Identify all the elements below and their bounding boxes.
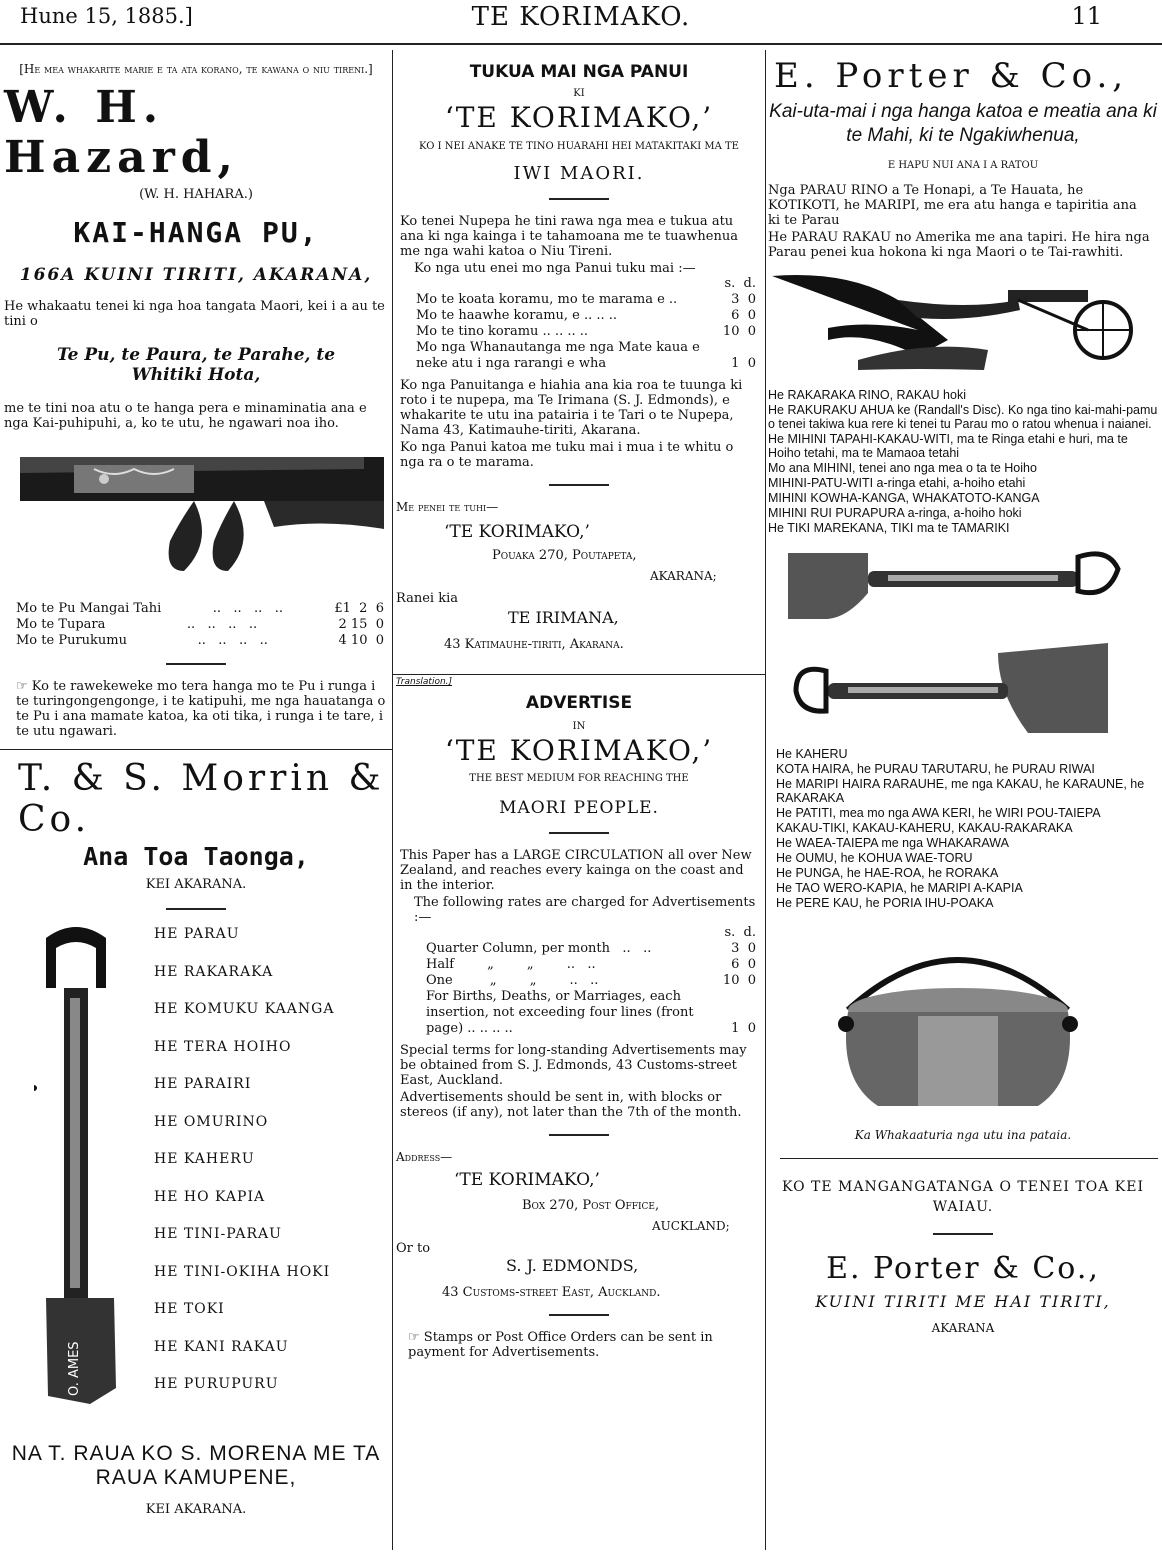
porter-footer-name: E. Porter & Co.,	[826, 1251, 1100, 1286]
rate-row: One „ „ .. .. 10 0	[426, 973, 756, 988]
english-or-to: Or to	[396, 1241, 431, 1256]
divider	[549, 1134, 609, 1136]
english-stamps-note: ☞ Stamps or Post Office Orders can be sent in payment for Advertisements.	[408, 1330, 713, 1360]
hazard-name: W. H. Hazard,	[4, 82, 239, 183]
page-number: 11	[1071, 2, 1102, 30]
list-item: HE KOMUKU KAANGA	[154, 1001, 335, 1017]
list-item: He PERE KAU, he PORIA IHU-POAKA	[776, 896, 994, 910]
english-address-label: Address—	[396, 1150, 453, 1164]
newspaper-title: TE KORIMAKO.	[471, 2, 691, 32]
section-rule	[0, 749, 392, 750]
page-header	[0, 0, 1162, 44]
porter-tagline: Kai-uta-mai i nga hanga katoa e meatia ana ki te Mahi, ki te Ngakiwhenua,	[769, 101, 1157, 146]
section-rule	[392, 674, 766, 675]
divider	[166, 663, 226, 665]
english-address-4: S. J. EDMONDS,	[506, 1256, 639, 1275]
spade-brand: O. AMES	[67, 1341, 82, 1396]
hazard-alias: (W. H. HAHARA.)	[139, 187, 253, 202]
rate-row: Mo te koata koramu, mo te marama e .. 3 0	[416, 292, 756, 307]
list-item: HE TERA HOIHO	[154, 1038, 292, 1055]
english-rates-table	[426, 925, 756, 1037]
shotgun-illustration	[4, 449, 384, 589]
list-item: HE KANI RAKAU	[154, 1338, 289, 1355]
cooking-pot-illustration	[768, 920, 1148, 1120]
english-people: MAORI PEOPLE.	[499, 798, 659, 818]
list-item: HE RAKARAKA	[154, 963, 274, 980]
price-row: Mo te Purukumu .. .. .. .. 4 10 0	[16, 633, 384, 648]
morrin-items-block	[4, 916, 388, 1456]
list-item: HE OMURINO	[154, 1113, 269, 1130]
maori-subheading: KO I NEI ANAKE TE TINO HUARAHI HEI MATAKITAKI MA TE	[419, 141, 739, 152]
list-item: MIHINI RUI PURAPURA a-ringa, a-hoiho hoki	[768, 506, 1022, 520]
section-rule	[780, 1158, 1158, 1159]
maori-address-1: ‘TE KORIMAKO,’	[444, 522, 590, 542]
hazard-address: 166A KUINI TIRITI, AKARANA,	[19, 265, 373, 285]
list-item: Mo ana MIHINI, tenei ano nga mea o ta te Hoiho	[768, 461, 1037, 475]
list-item: He WAEA-TAIEPA me nga WHAKARAWA	[776, 836, 1009, 850]
porter-location-note: KO TE MANGANGATANGA O TENEI TOA KEI WAIAU.	[782, 1179, 1144, 1215]
english-body-3: Advertisements should be sent in, with blocks or stereos (if any), not later than the 7th of the month.	[400, 1090, 742, 1120]
list-item: KOTA HAIRA, he PURAU TARUTARU, he PURAU RIWAI	[776, 762, 1095, 776]
divider	[549, 1314, 609, 1316]
maori-address-5: 43 Katimauhe-tiriti, Akarana.	[444, 637, 624, 652]
translation-label: Translation.]	[396, 677, 453, 687]
list-item: He MARIPI HAIRA RARAUHE, me nga KAKAU, he KARAUNE, he RAKARAKA	[776, 777, 1145, 805]
maori-address-2: Pouaka 270, Poutapeta,	[492, 548, 637, 563]
english-heading: ADVERTISE	[525, 693, 633, 713]
price-row: Mo te Tupara .. .. .. .. 2 15 0	[16, 617, 384, 632]
list-item: He RAKURAKU AHUA ke (Randall's Disc). Ko nga tino kai-mahi-pamu o tenei takiwa kua rere ki tenei tu Parau mo o ratou whenua i naianei.	[768, 403, 1158, 431]
rate-row: Half „ „ .. .. 6 0	[426, 957, 756, 972]
english-address-5: 43 Customs-street East, Auckland.	[442, 1285, 661, 1300]
maori-address-4: TE IRIMANA,	[508, 608, 619, 627]
list-item: He OUMU, he KOHUA WAE-TORU	[776, 851, 973, 865]
divider	[549, 832, 609, 834]
english-paper-name: ‘TE KORIMAKO,’	[444, 734, 714, 767]
column-divider	[392, 50, 393, 1550]
rate-row: Mo nga Whanautanga me nga Mate kaua e neke atu i nga rarangi e wha 1 0	[416, 340, 756, 371]
english-subheading: THE BEST MEDIUM FOR REACHING THE	[469, 773, 689, 784]
rates-header: s. d.	[724, 276, 756, 291]
list-item: HE TINI-OKIHA HOKI	[154, 1263, 331, 1280]
morrin-name: T. & S. Morrin & Co.	[18, 758, 385, 840]
rate-row: For Births, Deaths, or Marriages, each insertion, not exceeding four lines (front page) .. .. .. .. 1 0	[426, 989, 756, 1036]
english-body-2: Special terms for long-standing Advertisements may be obtained from S. J. Edmonds, 43 Customs-street East, Auckland.	[400, 1043, 747, 1088]
list-item: He KAHERU	[776, 747, 848, 761]
list-item: He RAKARAKA RINO, RAKAU hoki	[768, 388, 966, 402]
list-item: He MIHINI TAPAHI-KAKAU-WITI, ma te Ringa etahi e huri, ma te Hoiho tetahi, ma te Mamaoa tetahi	[768, 432, 1128, 460]
rate-row: Quarter Column, per month .. .. 3 0	[426, 941, 756, 956]
rates-header: s. d.	[724, 925, 756, 940]
porter-hapu: E HAPU NUI ANA I A RATOU	[887, 160, 1039, 171]
government-notice: [He mea whakarite marie e ta ata korano, te kawana o niu tireni.]	[19, 62, 373, 76]
column-advertise	[396, 50, 762, 1550]
maori-heading: TUKUA MAI NGA PANUI	[469, 62, 689, 82]
divider	[549, 198, 609, 200]
english-in: IN	[572, 721, 586, 732]
maori-ki: KI	[573, 88, 585, 99]
divider	[549, 484, 609, 486]
list-item: HE TINI-PARAU	[154, 1226, 282, 1242]
list-item: He TIKI MAREKANA, TIKI ma te TAMARIKI	[768, 521, 1010, 535]
list-item: KAKAU-TIKI, KAKAU-KAHERU, KAKAU-RAKARAKA	[776, 821, 1073, 835]
list-item: HE PARAIRI	[154, 1076, 252, 1092]
porter-footer-location: AKARANA	[931, 1321, 995, 1335]
hazard-intro: He whakaatu tenei ki nga hoa tangata Maori, kei i a au te tini o	[4, 299, 385, 329]
porter-paragraph-1: Nga PARAU RINO a Te Honapi, a Te Hauata, he KOTIKOTI, he MARIPI, me era atu hanga e tapiritia ana ki te Parau	[768, 183, 1137, 228]
hazard-repair-note: ☞ Ko te rawekeweke mo tera hanga mo te Pu i runga i te turingongengonge, i te katipuhi, me nga hauatanga o te Pu i ana mamate katoa, ka oti tika, i runga i te tare, i te utu ngawari.	[16, 679, 386, 739]
maori-body-2: Ko nga Panuitanga e hiahia ana kia roa te tuunga ki roto i te nupepa, ma Te Irimana (S. J. Edmonds), e whakarite te utu ina patairia i te Tari o te Nupepa, Nama 43, Katimauhe-tiriti, Akarana.	[400, 378, 743, 438]
spade-illustration	[34, 918, 144, 1408]
morrin-subtitle: Ana Toa Taonga,	[83, 842, 309, 871]
english-rates-intro: The following rates are charged for Advertisements :—	[414, 895, 756, 925]
morrin-footer-location: KEI AKARANA.	[145, 1502, 247, 1517]
rate-row: Mo te tino koramu .. .. .. .. 10 0	[416, 324, 756, 339]
column-porter	[768, 50, 1158, 1550]
maori-ranei: Ranei kia	[396, 591, 458, 606]
maori-rates-table	[416, 276, 756, 372]
hazard-goods: Te Pu, te Paura, te Parahe, te Whitiki Hota,	[56, 345, 336, 385]
pot-caption: Ka Whakaaturia nga utu ina pataia.	[854, 1128, 1072, 1142]
maori-rates-intro: Ko nga utu enei mo nga Panui tuku mai :—	[414, 261, 696, 276]
list-item: HE PARAU	[154, 926, 240, 942]
issue-date: Hune 15, 1885.]	[20, 4, 193, 28]
english-address-1: ‘TE KORIMAKO,’	[454, 1170, 600, 1190]
divider	[166, 908, 226, 910]
english-address-3: AUCKLAND;	[652, 1219, 730, 1233]
list-item: HE HO KAPIA	[154, 1188, 266, 1205]
maori-iwi: IWI MAORI.	[513, 163, 645, 184]
price-row: Mo te Pu Mangai Tahi .. .. .. .. £1 2 6	[16, 601, 384, 616]
list-item: MIHINI-PATU-WITI a-ringa etahi, a-hoiho etahi	[768, 476, 1026, 490]
column-hazard-morrin	[4, 50, 388, 1550]
list-item: MIHINI KOWHA-KANGA, WHAKATOTO-KANGA	[768, 491, 1040, 505]
divider	[933, 1233, 993, 1235]
list-item: He PATITI, mea mo nga AWA KERI, he WIRI POU-TAIEPA	[776, 806, 1101, 820]
maori-address-3: AKARANA;	[650, 569, 717, 583]
english-body-1: This Paper has a LARGE CIRCULATION all over New Zealand, and reaches every kainga on the coast and in the interior.	[400, 848, 752, 893]
plough-illustration	[768, 270, 1148, 380]
list-item: He TAO WERO-KAPIA, he MARIPI A-KAPIA	[776, 881, 1023, 895]
porter-paragraph-2: He PARAU RAKAU no Amerika me ana tapiri. He hira nga Parau penei kua hokona ki nga Maori o te Tai-rawhiti.	[768, 230, 1150, 260]
shovels-illustration	[768, 543, 1148, 743]
list-item: HE KAHERU	[154, 1151, 255, 1167]
morrin-footer: NA T. RAUA KO S. MORENA ME TA RAUA KAMUPENE,	[11, 1442, 381, 1489]
rate-row: Mo te haawhe koramu, e .. .. .. 6 0	[416, 308, 756, 323]
hazard-description: me te tini noa atu o te hanga pera e minaminatia ana e nga Kai-puhipuhi, a, ko te utu, he ngawari noa iho.	[4, 401, 367, 431]
porter-list-2	[776, 747, 1158, 910]
porter-name: E. Porter & Co.,	[774, 56, 1129, 96]
morrin-location: KEI AKARANA.	[145, 877, 247, 892]
list-item: He PUNGA, he HAE-ROA, he RORAKA	[776, 866, 999, 880]
hazard-trade: KAI-HANGA PU,	[73, 216, 319, 249]
column-divider	[765, 50, 766, 1550]
porter-list-1	[768, 388, 1158, 535]
maori-body-3: Ko nga Panui katoa me tuku mai i mua i te whitu o nga ra o te marama.	[400, 440, 734, 470]
maori-tuhi: Me penei te tuhi—	[396, 500, 499, 514]
hazard-price-list	[16, 601, 384, 649]
maori-body-1: Ko tenei Nupepa he tini rawa nga mea e tukua atu ana ki nga kainga i te tahamoana me te tuawhenua me nga wahi katoa o Niu Tireni.	[400, 214, 738, 259]
porter-footer-address: KUINI TIRITI ME HAI TIRITI,	[815, 1292, 1111, 1311]
header-rule	[0, 43, 1162, 45]
list-item: HE PURUPURU	[154, 1376, 279, 1392]
english-address-2: Box 270, Post Office,	[522, 1198, 660, 1213]
list-item: HE TOKI	[154, 1301, 225, 1317]
maori-paper-name: ‘TE KORIMAKO,’	[444, 101, 714, 134]
